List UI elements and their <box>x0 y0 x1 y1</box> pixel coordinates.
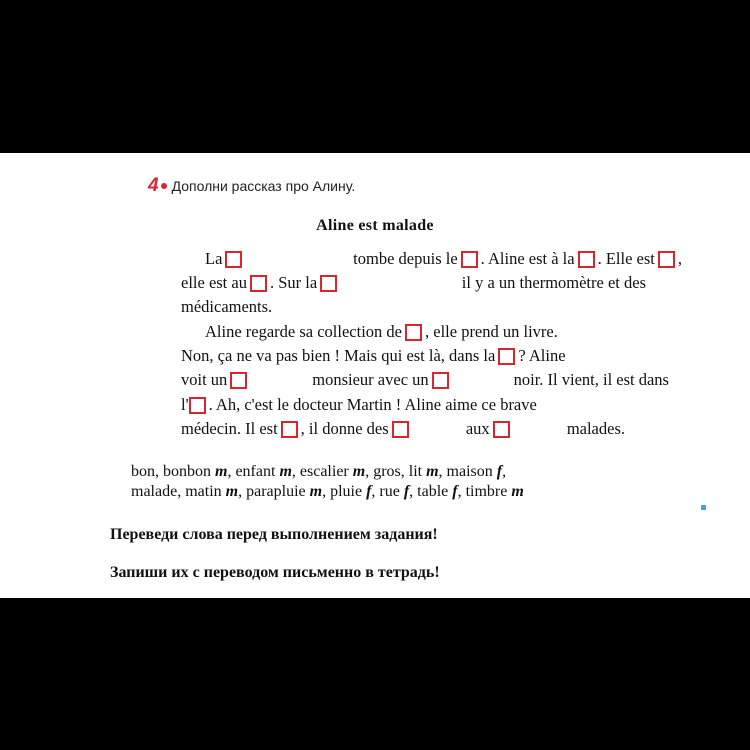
gender-marker: m <box>211 463 228 480</box>
text-segment: elle est au <box>181 273 247 292</box>
blank-box[interactable] <box>658 251 675 268</box>
vocab-word: malade, matin <box>131 483 222 500</box>
vocab-word: , table <box>409 483 449 500</box>
bullet-dot-icon <box>161 183 167 189</box>
vocab-word: , <box>502 463 507 480</box>
gender-marker: f <box>399 483 410 500</box>
story-line-1 <box>205 247 682 271</box>
blank-box[interactable] <box>320 275 337 292</box>
text-segment: Non, ça ne va pas bien ! Mais qui est là, dans la <box>181 346 496 365</box>
worksheet-page <box>0 153 750 598</box>
vocab-word: , maison <box>438 463 493 480</box>
text-segment: . Sur la <box>269 273 318 292</box>
blank-box[interactable] <box>432 372 449 389</box>
blank-box[interactable] <box>498 348 515 365</box>
gender-marker: m <box>348 463 366 480</box>
vocab-line-1 <box>131 462 506 482</box>
text-segment: médicaments. <box>181 297 273 316</box>
text-segment: ? Aline <box>518 346 566 365</box>
vocab-line-2 <box>131 482 524 502</box>
story-line-6 <box>181 368 669 392</box>
text-segment: malades. <box>566 419 625 438</box>
text-segment: . Aline est à la <box>480 249 575 268</box>
gender-marker: f <box>492 463 503 480</box>
text-segment: , il donne des <box>300 419 389 438</box>
gender-marker: m <box>275 463 292 480</box>
blank-box[interactable] <box>281 421 298 438</box>
text-segment: aux <box>465 419 490 438</box>
text-segment: l' <box>181 395 189 414</box>
text-segment: . Elle est <box>597 249 655 268</box>
blank-box[interactable] <box>225 251 242 268</box>
text-segment: , elle prend un livre. <box>425 322 558 341</box>
gender-marker: m <box>507 483 524 500</box>
vocab-word: , pluie <box>322 483 363 500</box>
text-segment: il y a un thermomètre et des <box>461 273 646 292</box>
vocab-word: bon, <box>131 463 159 480</box>
note-write: Запиши их с переводом письменно в тетрадь! <box>110 564 440 581</box>
text-segment: médecin. Il est <box>181 419 278 438</box>
note-translate: Переведи слова перед выполнением задания! <box>110 526 438 543</box>
story-line-7 <box>181 393 627 417</box>
blank-box[interactable] <box>392 421 409 438</box>
blank-box[interactable] <box>250 275 267 292</box>
blank-box[interactable] <box>189 397 206 414</box>
vocab-word: bonbon <box>159 463 211 480</box>
story-line-5 <box>181 344 683 368</box>
blank-box[interactable] <box>493 421 510 438</box>
story-line-4 <box>205 320 658 344</box>
vocab-word: , rue <box>371 483 400 500</box>
blank-box[interactable] <box>461 251 478 268</box>
gender-marker: m <box>305 483 323 500</box>
story-title: Aline est malade <box>316 217 434 234</box>
task-instruction: Дополни рассказ про Алину. <box>171 178 356 194</box>
vocab-word: , gros, lit <box>365 463 423 480</box>
story-line-8 <box>181 417 625 441</box>
gender-marker: m <box>221 483 239 500</box>
blue-mark <box>701 505 706 510</box>
story-line-2 <box>181 271 646 295</box>
text-segment: noir. Il vient, il est dans <box>513 370 669 389</box>
blank-box[interactable] <box>230 372 247 389</box>
vocab-word: , escalier <box>291 463 349 480</box>
text-segment: tombe depuis le <box>353 249 458 268</box>
vocab-word: , parapluie <box>238 483 306 500</box>
blank-box[interactable] <box>578 251 595 268</box>
gender-marker: m <box>422 463 439 480</box>
task-number: 4 <box>148 175 159 196</box>
task-header <box>148 175 355 197</box>
story-line-3 <box>181 295 272 319</box>
gender-marker: f <box>362 483 372 500</box>
text-segment: voit un <box>181 370 228 389</box>
gender-marker: f <box>448 483 458 500</box>
text-segment: , <box>677 249 682 268</box>
blank-box[interactable] <box>405 324 422 341</box>
vocab-word: , timbre <box>457 483 508 500</box>
text-segment: Aline regarde sa collection de <box>205 322 402 341</box>
text-segment: La <box>205 249 223 268</box>
text-segment: monsieur avec un <box>312 370 429 389</box>
vocab-word: , enfant <box>227 463 276 480</box>
text-segment: . Ah, c'est le docteur Martin ! Aline aime ce brave <box>208 395 537 414</box>
